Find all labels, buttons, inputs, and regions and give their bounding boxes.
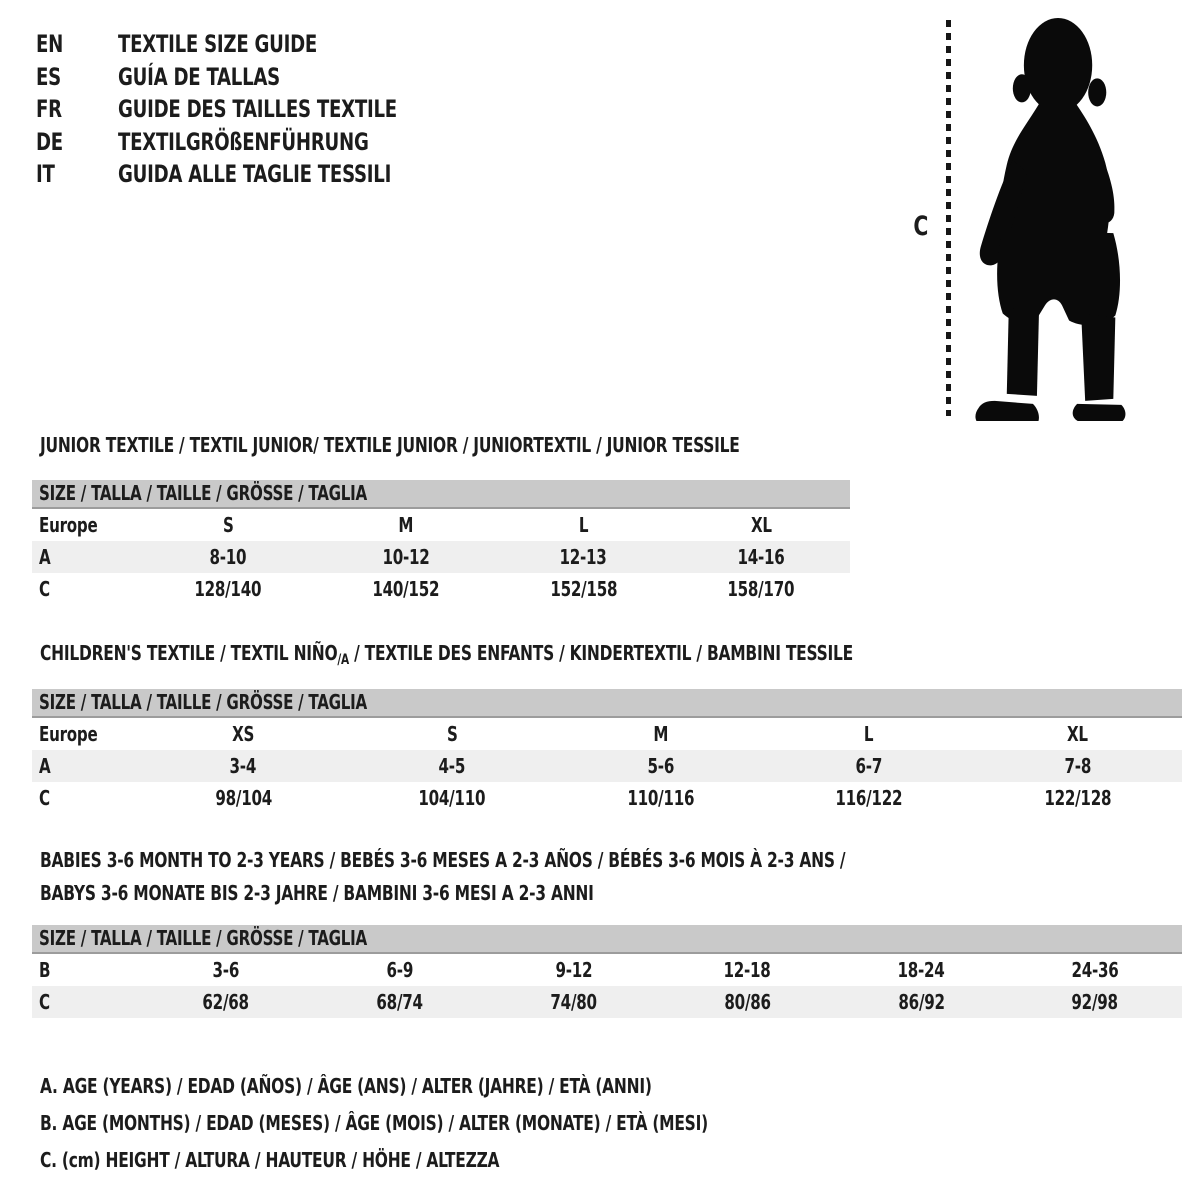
size-cell: 140/152 [372, 577, 440, 601]
legend-line-b: B. AGE (MONTHS) / EDAD (MESES) / ÂGE (MOIS) / ALTER (MONATE) / ETÀ (MESI) [40, 1111, 708, 1135]
size-header-bar [32, 925, 1182, 954]
language-row [36, 28, 450, 61]
size-cell: 5-6 [647, 754, 674, 778]
size-cell: 122/128 [1044, 786, 1112, 810]
size-cell: S [446, 722, 458, 746]
size-cell: 12-13 [559, 545, 607, 569]
height-measure-label: C [913, 211, 929, 242]
row-label: A [39, 754, 51, 778]
language-title: TEXTILGRÖßENFÜHRUNG [118, 127, 369, 156]
language-title-list [36, 28, 450, 191]
language-title: GUIDE DES TAILLES TEXTILE [118, 95, 397, 123]
size-cell: 128/140 [194, 577, 262, 601]
size-cell: 98/104 [214, 786, 272, 810]
size-cell: 7-8 [1064, 754, 1091, 778]
size-cell: 4-5 [438, 754, 466, 778]
language-code: ES [36, 62, 61, 91]
size-cell: 74/80 [550, 990, 597, 1014]
size-cell: L [864, 722, 874, 746]
legend-line-a: A. AGE (YEARS) / EDAD (AÑOS) / ÂGE (ANS) / ALTER (JAHRE) / ETÀ (ANNI) [40, 1074, 652, 1098]
table-row [32, 986, 1182, 1018]
size-header-bar [32, 480, 850, 509]
size-cell: 6-7 [855, 754, 883, 778]
babies-section-title-line1: BABIES 3-6 MONTH TO 2-3 YEARS / BEBÉS 3-6 MESES A 2-3 AÑOS / BÉBÉS 3-6 MOIS À 2-3 ANS / [40, 848, 846, 872]
table-row [32, 718, 1182, 750]
language-code: IT [36, 160, 55, 188]
title-subscript: /A [337, 652, 349, 668]
size-cell: XL [750, 513, 772, 537]
toddler-silhouette-image [964, 14, 1136, 421]
language-code: DE [36, 127, 63, 156]
size-header-label: SIZE / TALLA / TAILLE / GRÖSSE / TAGLIA [39, 690, 367, 714]
size-header-label: SIZE / TALLA / TAILLE / GRÖSSE / TAGLIA [39, 926, 367, 950]
size-cell: L [578, 513, 589, 537]
table-row [32, 782, 1182, 814]
size-cell: 12-18 [723, 958, 771, 982]
size-cell: 86/92 [898, 990, 945, 1014]
row-label: Europe [39, 722, 98, 746]
row-label: C [39, 577, 50, 601]
legend-line-c: C. (cm) HEIGHT / ALTURA / HAUTEUR / HÖHE / ALTEZZA [40, 1148, 500, 1172]
size-cell: 24-36 [1071, 958, 1119, 982]
table-row [32, 541, 850, 573]
size-cell: 110/116 [627, 786, 694, 810]
children-section-title: CHILDREN'S TEXTILE / TEXTIL NIÑO/A / TEXTILE DES ENFANTS / KINDERTEXTIL / BAMBINI TESSILE [40, 641, 854, 668]
language-code: EN [36, 30, 64, 58]
table-row [32, 573, 850, 605]
size-cell: 62/68 [202, 990, 250, 1014]
table-row [32, 954, 1182, 986]
size-cell: 158/170 [727, 577, 795, 601]
language-row [36, 158, 450, 191]
row-label: C [39, 786, 50, 810]
size-cell: M [398, 513, 414, 537]
language-row [36, 126, 450, 159]
row-label: A [39, 545, 51, 569]
size-cell: 116/122 [835, 786, 903, 810]
size-cell: 18-24 [897, 958, 945, 982]
children-size-table [32, 689, 1182, 814]
size-cell: S [222, 513, 234, 537]
junior-section-title: JUNIOR TEXTILE / TEXTIL JUNIOR/ TEXTILE JUNIOR / JUNIORTEXTIL / JUNIOR TESSILE [40, 433, 740, 457]
size-cell: 3-4 [230, 754, 257, 778]
size-cell: 80/86 [724, 990, 771, 1014]
language-title: GUÍA DE TALLAS [118, 62, 281, 91]
row-label: Europe [39, 513, 98, 537]
row-label: B [39, 958, 51, 982]
size-cell: 92/98 [1071, 990, 1119, 1014]
size-header-bar [32, 689, 1182, 718]
size-cell: 14-16 [737, 545, 785, 569]
size-cell: M [653, 722, 668, 746]
size-cell: 104/110 [418, 786, 486, 810]
babies-size-table [32, 925, 1182, 1018]
measure-legend [40, 1068, 835, 1179]
height-measure-dashed-line [946, 20, 951, 416]
size-cell: 10-12 [382, 545, 430, 569]
size-cell: XS [232, 722, 255, 746]
size-header-label: SIZE / TALLA / TAILLE / GRÖSSE / TAGLIA [39, 481, 367, 505]
language-title: GUIDA ALLE TAGLIE TESSILI [118, 160, 392, 188]
babies-section-title-line2: BABYS 3-6 MONATE BIS 2-3 JAHRE / BAMBINI 3-6 MESI A 2-3 ANNI [40, 881, 594, 905]
row-label: C [39, 990, 50, 1014]
size-cell: 8-10 [209, 545, 247, 569]
table-row [32, 509, 850, 541]
language-title: TEXTILE SIZE GUIDE [118, 30, 318, 58]
size-cell: 9-12 [555, 958, 592, 982]
language-row [36, 61, 450, 94]
table-row [32, 750, 1182, 782]
size-cell: XL [1067, 722, 1089, 746]
size-cell: 68/74 [376, 990, 423, 1014]
size-cell: 3-6 [212, 958, 240, 982]
language-row [36, 93, 450, 126]
size-cell: 152/158 [549, 577, 617, 601]
language-code: FR [36, 95, 62, 123]
junior-size-table [32, 480, 850, 605]
size-cell: 6-9 [386, 958, 414, 982]
